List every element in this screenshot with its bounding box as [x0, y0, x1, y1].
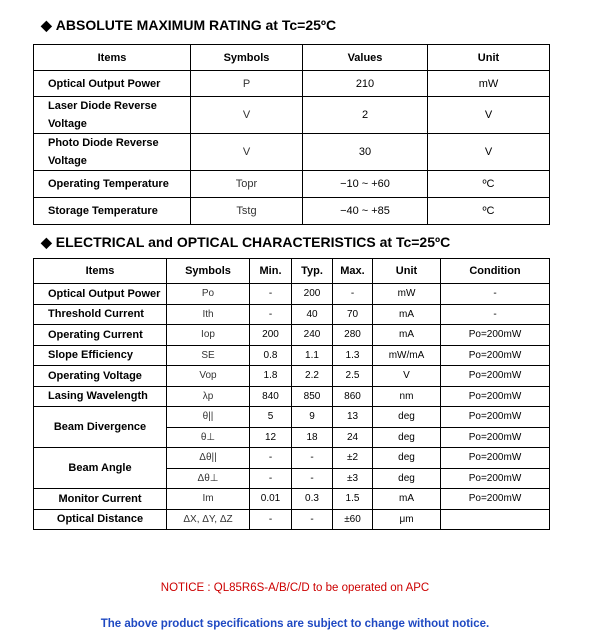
max-cell: - — [333, 284, 373, 305]
absolute-max-rating-table — [33, 44, 550, 225]
unit-cell: deg — [373, 427, 441, 448]
typ-cell: 18 — [292, 427, 333, 448]
unit-cell: deg — [373, 448, 441, 469]
condition-cell: Po=200mW — [441, 468, 550, 489]
typ-cell: 9 — [292, 407, 333, 428]
unit-cell: mW — [428, 71, 550, 97]
symbol-cell: Po — [167, 284, 250, 305]
table-row — [34, 304, 550, 325]
max-cell: 24 — [333, 427, 373, 448]
symbol-cell: Topr — [191, 171, 303, 198]
spec-disclaimer: The above product specifications are subject to change without notice. — [100, 618, 490, 630]
min-cell: - — [250, 304, 292, 325]
unit-cell: mA — [373, 325, 441, 346]
col-header-typ: Typ. — [292, 259, 333, 284]
unit-cell: deg — [373, 468, 441, 489]
symbol-cell: V — [191, 97, 303, 134]
value-cell: 2 — [303, 97, 428, 134]
item-label: Storage Temperature — [34, 198, 191, 225]
symbol-cell: θ|| — [167, 407, 250, 428]
max-cell: 860 — [333, 386, 373, 407]
diamond-bullet-icon: ◆ — [41, 17, 52, 33]
item-label: Laser Diode Reverse Voltage — [34, 97, 191, 134]
electrical-optical-table — [33, 258, 550, 530]
item-label: Operating Voltage — [34, 366, 167, 387]
value-cell: 30 — [303, 134, 428, 171]
item-label: Optical Output Power — [34, 71, 191, 97]
unit-cell: V — [373, 366, 441, 387]
max-cell: 280 — [333, 325, 373, 346]
typ-cell: 2.2 — [292, 366, 333, 387]
min-cell: - — [250, 509, 292, 530]
condition-cell: Po=200mW — [441, 407, 550, 428]
condition-cell: Po=200mW — [441, 325, 550, 346]
col-header-max: Max. — [333, 259, 373, 284]
item-label: Beam Angle — [34, 448, 167, 489]
unit-cell: mW/mA — [373, 345, 441, 366]
symbol-cell: V — [191, 134, 303, 171]
max-cell: ±2 — [333, 448, 373, 469]
table-row — [34, 448, 550, 469]
section2-heading — [41, 234, 450, 251]
max-cell: 1.3 — [333, 345, 373, 366]
condition-cell — [441, 509, 550, 530]
min-cell: 0.8 — [250, 345, 292, 366]
col-header-symbols: Symbols — [191, 45, 303, 71]
item-label: Optical Distance — [34, 509, 167, 530]
col-header-items: Items — [34, 45, 191, 71]
min-cell: - — [250, 468, 292, 489]
table-row — [34, 134, 550, 171]
table-row — [34, 489, 550, 510]
unit-cell: mA — [373, 489, 441, 510]
table-row — [34, 386, 550, 407]
typ-cell: 200 — [292, 284, 333, 305]
min-cell: - — [250, 448, 292, 469]
min-cell: - — [250, 284, 292, 305]
symbol-cell: SE — [167, 345, 250, 366]
col-header-unit: Unit — [373, 259, 441, 284]
unit-cell: ºC — [428, 171, 550, 198]
diamond-bullet-icon: ◆ — [41, 234, 52, 250]
min-cell: 12 — [250, 427, 292, 448]
item-label: Optical Output Power — [34, 284, 167, 305]
table-row — [34, 198, 550, 225]
col-header-min: Min. — [250, 259, 292, 284]
value-cell: −10 ~ +60 — [303, 171, 428, 198]
max-cell: 13 — [333, 407, 373, 428]
table-row — [34, 71, 550, 97]
typ-cell: - — [292, 448, 333, 469]
col-header-values: Values — [303, 45, 428, 71]
unit-cell: ºC — [428, 198, 550, 225]
unit-cell: nm — [373, 386, 441, 407]
min-cell: 5 — [250, 407, 292, 428]
item-label: Operating Current — [34, 325, 167, 346]
item-label: Slope Efficiency — [34, 345, 167, 366]
section1-title: ABSOLUTE MAXIMUM RATING at Tc=25ºC — [55, 17, 337, 33]
condition-cell: - — [441, 284, 550, 305]
col-header-condition: Condition — [441, 259, 550, 284]
unit-cell: V — [428, 134, 550, 171]
table-row — [34, 345, 550, 366]
max-cell: ±3 — [333, 468, 373, 489]
unit-cell: V — [428, 97, 550, 134]
condition-cell: Po=200mW — [441, 386, 550, 407]
max-cell: 1.5 — [333, 489, 373, 510]
symbol-cell: Vop — [167, 366, 250, 387]
item-label: Lasing Wavelength — [34, 386, 167, 407]
unit-cell: mW — [373, 284, 441, 305]
condition-cell: Po=200mW — [441, 366, 550, 387]
unit-cell: μm — [373, 509, 441, 530]
item-label: Beam Divergence — [34, 407, 167, 448]
max-cell: ±60 — [333, 509, 373, 530]
table-row — [34, 171, 550, 198]
condition-cell: Po=200mW — [441, 427, 550, 448]
typ-cell: 0.3 — [292, 489, 333, 510]
item-label: Monitor Current — [34, 489, 167, 510]
symbol-cell: Ith — [167, 304, 250, 325]
min-cell: 1.8 — [250, 366, 292, 387]
symbol-cell: P — [191, 71, 303, 97]
symbol-cell: θ⊥ — [167, 427, 250, 448]
symbol-cell: Δθ⊥ — [167, 468, 250, 489]
table-row — [34, 509, 550, 530]
unit-cell: deg — [373, 407, 441, 428]
table-row — [34, 325, 550, 346]
table-header-row — [34, 259, 550, 284]
condition-cell: Po=200mW — [441, 345, 550, 366]
min-cell: 840 — [250, 386, 292, 407]
symbol-cell: Tstg — [191, 198, 303, 225]
table-row — [34, 97, 550, 134]
typ-cell: 240 — [292, 325, 333, 346]
symbol-cell: Δθ|| — [167, 448, 250, 469]
condition-cell: Po=200mW — [441, 489, 550, 510]
max-cell: 70 — [333, 304, 373, 325]
symbol-cell: ΔX, ΔY, ΔZ — [167, 509, 250, 530]
table-row — [34, 407, 550, 428]
typ-cell: 850 — [292, 386, 333, 407]
unit-cell: mA — [373, 304, 441, 325]
typ-cell: 40 — [292, 304, 333, 325]
typ-cell: - — [292, 468, 333, 489]
col-header-unit: Unit — [428, 45, 550, 71]
symbol-cell: Im — [167, 489, 250, 510]
max-cell: 2.5 — [333, 366, 373, 387]
section2-title: ELECTRICAL and OPTICAL CHARACTERISTICS at Tc=25ºC — [55, 234, 451, 250]
col-header-symbols: Symbols — [167, 259, 250, 284]
typ-cell: 1.1 — [292, 345, 333, 366]
symbol-cell: Iop — [167, 325, 250, 346]
col-header-items: Items — [34, 259, 167, 284]
item-label: Threshold Current — [34, 304, 167, 325]
value-cell: 210 — [303, 71, 428, 97]
value-cell: −40 ~ +85 — [303, 198, 428, 225]
section1-heading — [41, 17, 336, 34]
table-header-row — [34, 45, 550, 71]
condition-cell: - — [441, 304, 550, 325]
item-label: Operating Temperature — [34, 171, 191, 198]
operation-notice: NOTICE : QL85R6S-A/B/C/D to be operated on APC — [160, 582, 430, 594]
typ-cell: - — [292, 509, 333, 530]
table-row — [34, 284, 550, 305]
item-label: Photo Diode Reverse Voltage — [34, 134, 191, 171]
condition-cell: Po=200mW — [441, 448, 550, 469]
min-cell: 0.01 — [250, 489, 292, 510]
min-cell: 200 — [250, 325, 292, 346]
symbol-cell: λp — [167, 386, 250, 407]
table-row — [34, 366, 550, 387]
